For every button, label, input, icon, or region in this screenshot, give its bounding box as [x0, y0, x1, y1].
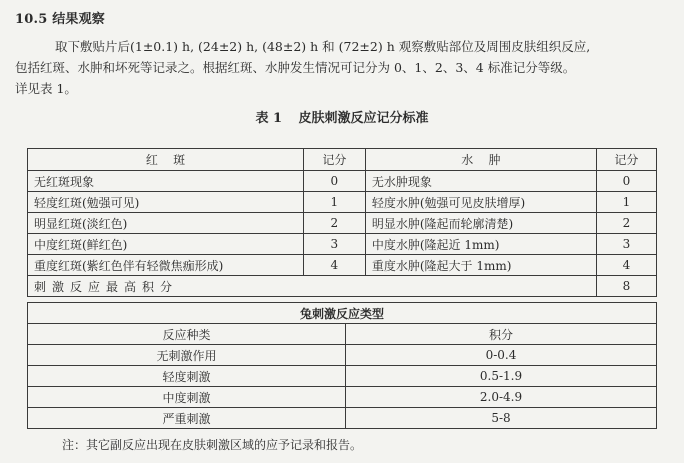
table-row	[28, 345, 657, 366]
table-caption-number: 表 1	[255, 111, 283, 126]
edema-cell: 轻度水肿(勉强可见皮肤增厚)	[365, 192, 596, 213]
total-label: 刺激反应最高积分	[28, 276, 597, 297]
reaction-score-cell: 5-8	[346, 408, 657, 429]
score-cell: 0	[596, 171, 656, 192]
paragraph-line-3: 详见表 1。	[15, 81, 77, 96]
header-erythema: 红 斑	[28, 149, 304, 171]
edema-cell: 明显水肿(隆起而轮廓清楚)	[365, 213, 596, 234]
edema-cell: 重度水肿(隆起大于 1mm)	[365, 255, 596, 276]
header-edema: 水 肿	[365, 149, 596, 171]
erythema-cell: 中度红斑(鲜红色)	[28, 234, 304, 255]
total-value: 8	[596, 276, 656, 297]
table-row	[28, 192, 657, 213]
score-cell: 4	[303, 255, 365, 276]
table-row	[28, 366, 657, 387]
scoring-table	[27, 148, 657, 297]
footnote: 注：其它副反应出现在皮肤刺激区域的应予记录和报告。	[62, 438, 363, 452]
reaction-score-cell: 2.0-4.9	[346, 387, 657, 408]
header-score-2: 记分	[596, 149, 656, 171]
total-row	[28, 276, 657, 297]
table-row	[28, 255, 657, 276]
paragraph-line-1: 取下敷贴片后(1±0.1) h, (24±2) h, (48±2) h 和 (72±2) h 观察敷贴部位及周围皮肤组织反应,	[55, 39, 591, 54]
score-cell: 3	[596, 234, 656, 255]
table-header-row	[28, 149, 657, 171]
table-caption-title: 皮肤刺激反应记分标准	[298, 111, 429, 126]
reaction-score-cell: 0-0.4	[346, 345, 657, 366]
header-reaction-score: 积分	[346, 324, 657, 345]
erythema-cell: 重度红斑(紫红色伴有轻微焦痂形成)	[28, 255, 304, 276]
section-heading: 10.5 结果观察	[15, 12, 105, 27]
score-cell: 3	[303, 234, 365, 255]
score-cell: 4	[596, 255, 656, 276]
score-cell: 1	[303, 192, 365, 213]
reaction-score-cell: 0.5-1.9	[346, 366, 657, 387]
header-reaction-type: 反应种类	[28, 324, 346, 345]
reaction-table-header-row	[28, 324, 657, 345]
table-row	[28, 387, 657, 408]
score-cell: 2	[303, 213, 365, 234]
score-cell: 2	[596, 213, 656, 234]
table-row	[28, 234, 657, 255]
paragraph-line-2: 包括红斑、水肿和坏死等记录之。根据红斑、水肿发生情况可记分为 0、1、2、3、4 标准记分等级。	[15, 60, 576, 75]
header-score-1: 记分	[303, 149, 365, 171]
reaction-type-cell: 严重刺激	[28, 408, 346, 429]
erythema-cell: 轻度红斑(勉强可见)	[28, 192, 304, 213]
reaction-type-cell: 中度刺激	[28, 387, 346, 408]
body-paragraph	[15, 36, 677, 99]
table-row	[28, 408, 657, 429]
score-cell: 0	[303, 171, 365, 192]
erythema-cell: 明显红斑(淡红色)	[28, 213, 304, 234]
erythema-cell: 无红斑现象	[28, 171, 304, 192]
edema-cell: 中度水肿(隆起近 1mm)	[365, 234, 596, 255]
reaction-type-cell: 轻度刺激	[28, 366, 346, 387]
table-caption	[0, 107, 684, 126]
reaction-type-cell: 无刺激作用	[28, 345, 346, 366]
reaction-table-title: 兔刺激反应类型	[28, 303, 657, 324]
reaction-table-title-row	[28, 303, 657, 324]
reaction-type-table	[27, 302, 657, 429]
edema-cell: 无水肿现象	[365, 171, 596, 192]
table-row	[28, 171, 657, 192]
score-cell: 1	[596, 192, 656, 213]
table-row	[28, 213, 657, 234]
